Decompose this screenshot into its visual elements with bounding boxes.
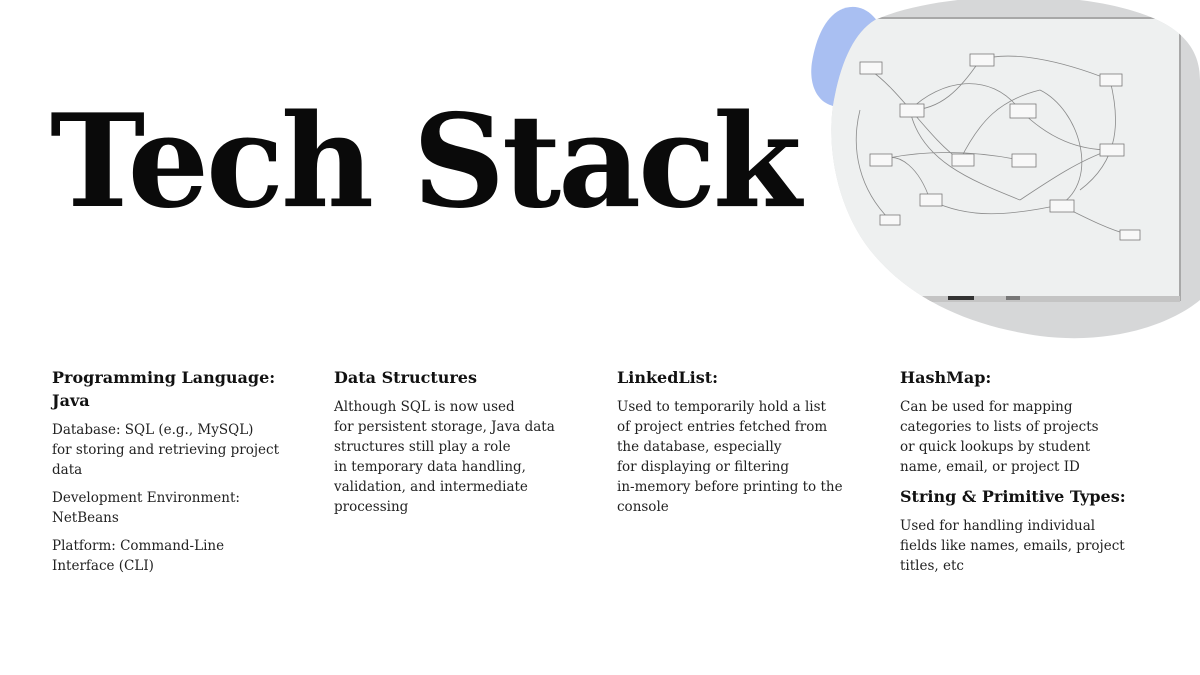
- column-paragraph: Used for handling individual fields like names, emails, project titles, etc: [900, 518, 1125, 574]
- column-paragraph: Database: SQL (e.g., MySQL) for storing and retrieving project data: [52, 422, 280, 478]
- column-subheading: String & Primitive Types:: [900, 487, 1126, 506]
- column-heading: LinkedList:: [617, 368, 719, 387]
- column-heading: HashMap:: [900, 368, 992, 387]
- column-paragraph: Platform: Command-Line Interface (CLI): [52, 538, 225, 574]
- column-paragraph: Used to temporarily hold a list of project entries fetched from the database, especially for displaying or filtering in-memory before printing to the console: [617, 399, 843, 515]
- column-heading: Data Structures: [334, 368, 477, 387]
- column-programming-language: [52, 366, 292, 584]
- column-paragraph: Although SQL is now used for persistent storage, Java data structures still play a role in temporary data handling, validation, and intermediate processing: [334, 399, 555, 515]
- column-heading: Programming Language: Java: [52, 368, 276, 410]
- column-linkedlist: [617, 366, 867, 525]
- whiteboard-image: [780, 0, 1200, 340]
- column-paragraph: Can be used for mapping categories to lists of projects or quick lookups by student name, email, or project ID: [900, 399, 1099, 475]
- column-paragraph: Development Environment: NetBeans: [52, 490, 240, 526]
- column-data-structures: [334, 366, 574, 525]
- column-hashmap: [900, 366, 1160, 584]
- slide-title: Tech Stack: [50, 87, 799, 237]
